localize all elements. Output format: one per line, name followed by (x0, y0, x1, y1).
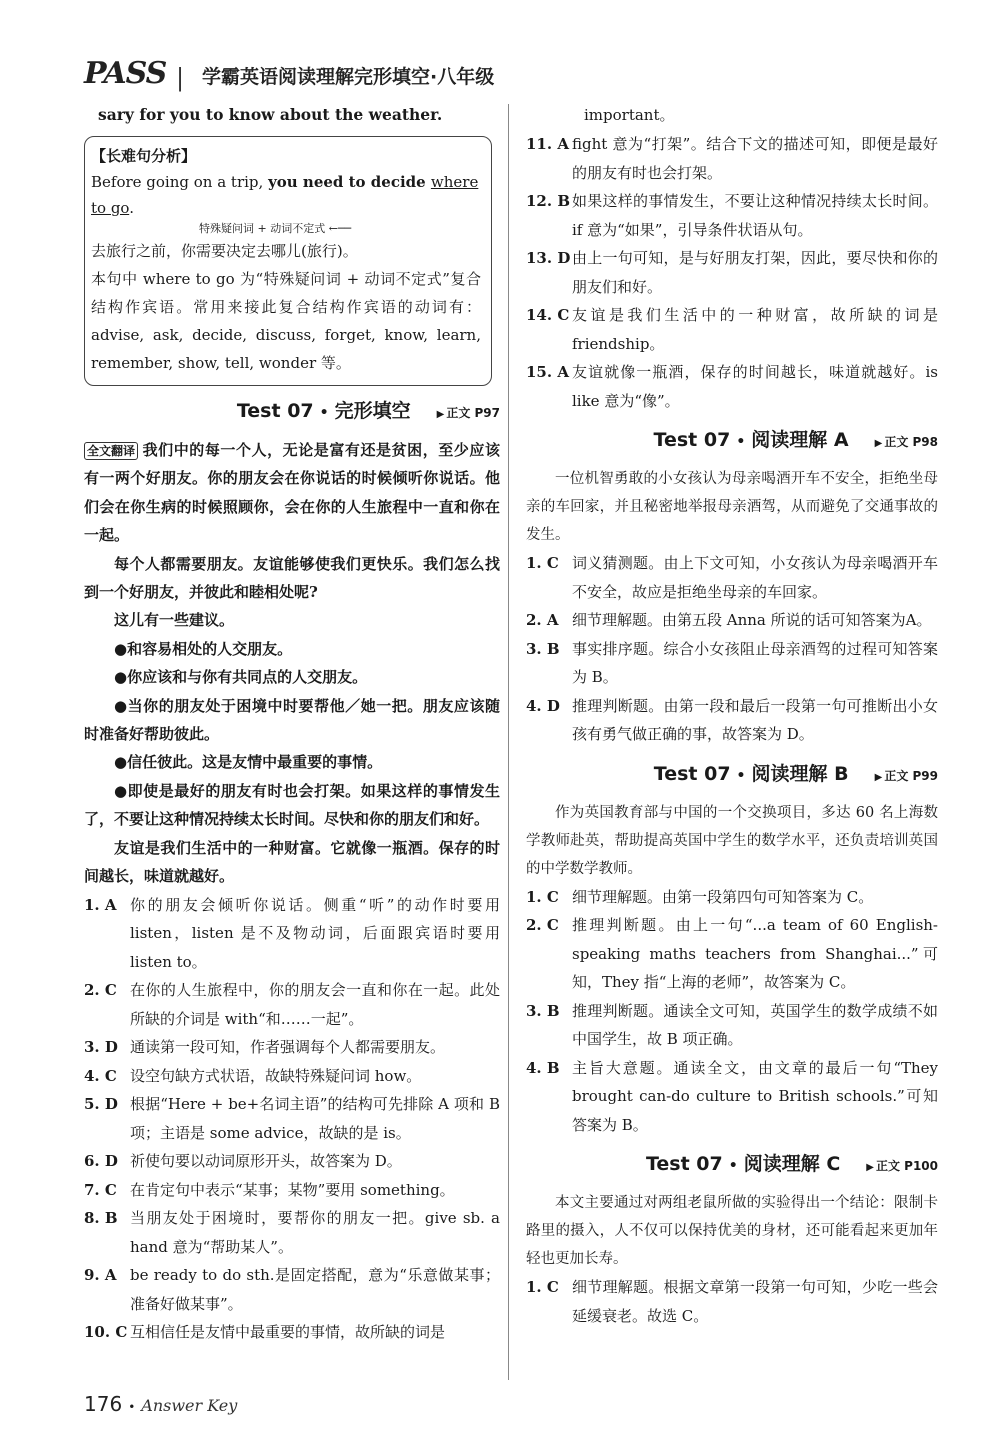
answer-number: 14. C (526, 306, 570, 324)
section-heading-cloze (84, 396, 500, 436)
section-dot: • (319, 405, 329, 421)
pass-logo: PASS (84, 56, 167, 91)
page-number: 176 (84, 1392, 123, 1416)
page-reference: 正文 P98 (884, 435, 938, 449)
analysis-sentence (91, 169, 481, 221)
sentence-part-d: . (129, 199, 134, 217)
section-test-label: Test 07 (653, 429, 731, 451)
section-test-label: Test 07 (236, 400, 314, 422)
answer-explanation: be ready to do sth.是固定搭配，意为“乐意做某事；准备好做某事”。 (130, 1266, 500, 1313)
answer-explanation: 推理判断题。通读全文可知，英国学生的数学成绩不如中国学生，故 B 项正确。 (572, 1001, 938, 1048)
continued-answer: important。 (584, 106, 675, 124)
answer-number: 3. D (84, 1038, 118, 1056)
section-name: 完形填空 (334, 400, 411, 422)
answer-item (84, 1033, 500, 1062)
answer-explanation: 细节理解题。根据文章第一段第一句可知，少吃一些会延缓衰老。故选 C。 (572, 1278, 938, 1325)
answer-item (526, 692, 938, 749)
analysis-note: 特殊疑问词 + 动词不定式 ←── (199, 222, 352, 235)
arrow-right-icon: ▶ (874, 438, 883, 449)
answer-number: 5. D (84, 1095, 118, 1113)
answer-explanation: 祈使句要以动词原形开头，故答案为 D。 (130, 1152, 402, 1170)
section-dot: • (736, 767, 746, 784)
answer-item (526, 358, 938, 415)
answer-number: 2. C (526, 916, 559, 934)
section-title (646, 1149, 840, 1176)
answer-number: 12. B (526, 192, 570, 210)
answer-number: 15. A (526, 363, 569, 381)
analysis-translation: 去旅行之前，你需要决定去哪儿(旅行)。 (91, 242, 358, 260)
answer-item (84, 1204, 500, 1261)
passage-summary: 作为英国教育部与中国的一个交换项目，多达 60 名上海数学教师赴英，帮助提高英国中学生的数学水平，还负责培训英国的中学数学教师。 (526, 804, 938, 877)
translation-bullet: ●即使是最好的朋友有时也会打架。如果这样的事情发生了，不要让这种情况持续太长时间。尽快和你的朋友们和好。 (84, 781, 500, 829)
answer-number: 6. D (84, 1152, 118, 1170)
answer-explanation: 友谊就像一瓶酒，保存的时间越长，味道就越好。is like 意为“像”。 (572, 363, 938, 410)
translation-block (84, 436, 500, 891)
paragraph-text: 我们中的每一个人，无论是富有还是贫困，至少应该有一两个好朋友。你的朋友会在你说话的时候倾听你说话。他们会在你生病的时候照顾你，会在你的人生旅程中一直和你在一起。 (84, 441, 500, 545)
arrow-right-icon: ▶ (866, 1162, 874, 1173)
arrow-right-icon: ▶ (874, 771, 883, 783)
answer-item (84, 1318, 500, 1347)
section-name: 阅读理解 C (743, 1153, 841, 1175)
answer-explanation: 根据“Here + be+名词主语”的结构可先排除 A 项和 B 项；主语是 some advice，故缺的是 is。 (130, 1095, 500, 1142)
section-name: 阅读理解 B (751, 762, 849, 785)
answer-item (84, 1062, 500, 1091)
sentence-part-a: Before going on a trip, (91, 173, 269, 191)
answer-item (84, 1176, 500, 1205)
section-heading-reading-c (526, 1149, 938, 1189)
answer-item (526, 635, 938, 692)
section-dot: • (728, 1158, 738, 1174)
answer-list-cloze (84, 891, 500, 1347)
passage-summary: 本文主要通过对两组老鼠所做的实验得出一个结论：限制卡路里的摄入，人不仅可以保持优美的身材，还可能看起来更加年轻也更加长寿。 (526, 1195, 938, 1267)
right-column (526, 100, 938, 1330)
page-reference: 正文 P100 (875, 1159, 938, 1173)
continued-sentence: sary for you to know about the weather. (98, 105, 443, 124)
section-title (654, 425, 849, 452)
answer-explanation: 推理判断题。由上一句“...a team of 60 English-speaking maths teachers from Shanghai...”可知，They 指“上海的老师”，故答案为 C。 (572, 916, 938, 991)
section-heading-reading-a (526, 425, 938, 465)
footer-dot: • (128, 1400, 136, 1414)
answer-explanation: 细节理解题。由第五段 Anna 所说的话可知答案为A。 (572, 611, 932, 629)
answer-explanation: 主旨大意题。通读全文，由文章的最后一句“They brought can-do culture to British schools.”可知答案为 B。 (572, 1058, 938, 1134)
answer-explanation: 友谊是我们生活中的一种财富，故所缺的词是 friendship。 (572, 306, 938, 353)
translation-paragraph (84, 436, 500, 550)
footer-label: Answer Key (141, 1396, 238, 1415)
column-divider (508, 104, 509, 1380)
answer-explanation: 推理判断题。由第一段和最后一段第一句可推断出小女孩有勇气做正确的事，故答案为 D。 (572, 696, 938, 743)
answer-explanation: 由上一句可知，是与好朋友打架，因此，要尽快和你的朋友们和好。 (572, 249, 938, 296)
answer-explanation: 设空句缺方式状语，故缺特殊疑问词 how。 (130, 1066, 422, 1085)
full-translation-badge: 全文翻译 (84, 442, 138, 460)
passage-summary: 一位机智勇敢的小女孩认为母亲喝酒开车不安全，拒绝坐母亲的车回家，并且秘密地举报母亲酒驾，从而避免了交通事故的发生。 (526, 471, 938, 543)
translation-paragraph: 这儿有一些建议。 (114, 611, 235, 630)
answer-item (526, 883, 938, 912)
section-heading-reading-b (526, 759, 938, 799)
translation-paragraph: 友谊是我们生活中的一种财富。它就像一瓶酒。保存的时间越长，味道就越好。 (84, 838, 500, 886)
translation-bullet: ●当你的朋友处于困境中时要帮他／她一把。朋友应该随时准备好帮助彼此。 (84, 696, 500, 744)
translation-bullet: ●信任彼此。这是友情中最重要的事情。 (114, 753, 383, 772)
answer-explanation: 当朋友处于困境时，要帮你的朋友一把。give sb. a hand 意为“帮助某人”。 (130, 1209, 500, 1256)
answer-explanation: 事实排序题。综合小女孩阻止母亲酒驾的过程可知答案为 B。 (572, 639, 938, 686)
answer-item (84, 1147, 500, 1176)
sentence-part-c: where to go (91, 173, 479, 217)
section-dot: • (736, 434, 746, 450)
answer-number: 7. C (84, 1180, 117, 1199)
answer-item (84, 1090, 500, 1147)
page-reference: 正文 P99 (884, 768, 938, 783)
answer-explanation: 如果这样的事情发生，不要让这种情况持续太长时间。if 意为“如果”，引导条件状语从句。 (572, 192, 938, 239)
answer-number: 4. D (526, 696, 560, 715)
answer-item (526, 187, 938, 244)
section-title (654, 759, 849, 786)
answer-list-reading-a (526, 549, 938, 749)
answer-explanation: 互相信任是友情中最重要的事情，故所缺的词是 (130, 1323, 446, 1341)
page-reference: 正文 P97 (446, 406, 500, 420)
answer-explanation: 你的朋友会倾听你说话。侧重“听”的动作时要用 listen，listen 是不及物动词，后面跟宾语时要用 listen to。 (130, 895, 500, 971)
answer-number: 1. A (84, 895, 117, 914)
arrow-right-icon: ▶ (436, 409, 445, 420)
answer-explanation: 通读第一段可知，作者强调每个人都需要朋友。 (130, 1038, 446, 1056)
answer-number: 9. A (84, 1266, 117, 1284)
answer-number: 11. A (526, 135, 569, 153)
answer-number: 8. B (84, 1209, 118, 1227)
answer-item (526, 606, 938, 635)
answer-number: 2. A (526, 611, 559, 629)
answer-item (526, 130, 938, 187)
section-name: 阅读理解 A (751, 429, 849, 451)
answer-item (526, 549, 938, 606)
answer-number: 3. B (526, 1001, 560, 1020)
answer-item (84, 891, 500, 977)
analysis-title: 【长难句分析】 (91, 147, 197, 165)
answer-item (526, 997, 938, 1054)
section-test-label: Test 07 (653, 762, 731, 785)
answer-item (84, 1261, 500, 1318)
answer-item (526, 301, 938, 358)
answer-item (526, 1273, 938, 1330)
book-title: 学霸英语阅读理解完形填空·八年级 (202, 66, 495, 88)
sentence-part-b: you need to decide (268, 173, 431, 191)
answer-item (526, 244, 938, 301)
answer-explanation: 细节理解题。由第一段第四句可知答案为 C。 (572, 887, 874, 906)
answer-number: 1. C (526, 1278, 559, 1296)
sentence-analysis-box (84, 136, 492, 386)
answer-number: 3. B (526, 639, 560, 658)
answer-explanation: fight 意为“打架”。结合下文的描述可知，即便是最好的朋友有时也会打架。 (572, 135, 938, 182)
answer-explanation: 在你的人生旅程中，你的朋友会一直和你在一起。此处所缺的介词是 with“和……一起”。 (130, 981, 500, 1028)
translation-paragraph: 每个人都需要朋友。友谊能够使我们更快乐。我们怎么找到一个好朋友，并彼此和睦相处呢? (84, 554, 500, 602)
answer-number: 13. D (526, 249, 571, 267)
answer-list-reading-c (526, 1273, 938, 1330)
translation-bullet: ●和容易相处的人交朋友。 (114, 639, 293, 658)
left-column (84, 100, 500, 1347)
section-title (237, 396, 411, 423)
analysis-explanation: 本句中 where to go 为“特殊疑问词 + 动词不定式”复合结构作宾语。常用来接此复合结构作宾语的动词有：advise, ask, decide, discuss, forget, know, learn, remember, show, tell, wonder 等。 (91, 270, 481, 372)
answer-number: 1. C (526, 554, 559, 572)
answer-explanation: 词义猜测题。由上下文可知，小女孩认为母亲喝酒开车不安全，故应是拒绝坐母亲的车回家。 (572, 554, 938, 601)
answer-explanation: 在肯定句中表示“某事；某物”要用 something。 (130, 1180, 455, 1199)
page-footer (84, 1392, 237, 1422)
section-test-label: Test 07 (645, 1153, 723, 1175)
answer-list-reading-b (526, 883, 938, 1140)
answer-item (84, 976, 500, 1033)
answer-number: 4. B (526, 1058, 560, 1077)
header-separator: | (176, 64, 185, 92)
answer-number: 10. C (84, 1323, 128, 1341)
answer-item (526, 1054, 938, 1140)
answer-item (526, 911, 938, 997)
answer-number: 4. C (84, 1066, 117, 1085)
answer-list-cloze-continued (526, 130, 938, 415)
translation-bullet: ●你应该和与你有共同点的人交朋友。 (114, 668, 368, 687)
page-header (84, 56, 964, 102)
answer-number: 1. C (526, 887, 559, 906)
answer-number: 2. C (84, 981, 117, 999)
